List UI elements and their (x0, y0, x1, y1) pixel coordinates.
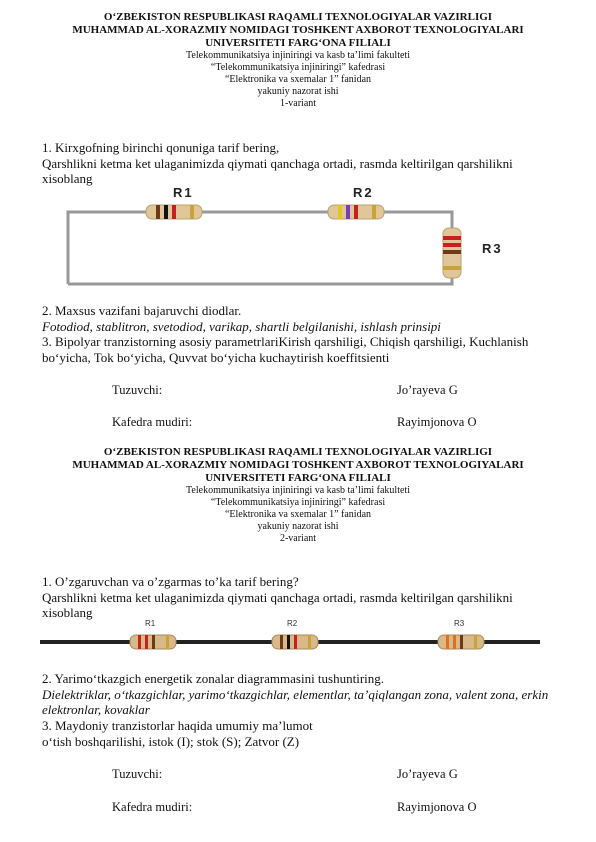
faculty-name: Telekommunikatsiya injiniringi va kasb ta’limi fakulteti (186, 50, 410, 61)
branch-title: UNIVERSITETI FARG‘ONA FILIALI (205, 472, 391, 484)
author-label: Tuzuvchi: (112, 767, 163, 781)
head-name: Rayimjonova O (397, 800, 477, 814)
university-title: MUHAMMAD AL-XORAZMIY NOMIDAGI TOSHKENT AXBOROT TEXNOLOGIYALARI (72, 24, 524, 36)
subject-name: “Elektronika va sxemalar 1” fanidan (224, 509, 372, 520)
resistor-r2 (328, 205, 384, 219)
question-1-text: Qarshlikni ketma ket ulaganimizda qiymati qanchaga ortadi, rasmda keltirilgan qarshilikni xisoblang (42, 155, 513, 186)
head-label: Kafedra mudiri: (112, 800, 193, 814)
question-2-text: Dielektriklar, o‘tkazgichlar, yarimo‘tkazgichlar, elementlar, ta’qiqlangan zona, valent zona, erkin elektronlar, kovaklar (42, 686, 549, 717)
variant-number: 2-variant (279, 533, 317, 544)
subject-name: “Elektronika va sxemalar 1” fanidan (224, 74, 372, 85)
author-name: Jo’rayeva G (397, 383, 458, 397)
r3-label: R3 (454, 619, 465, 628)
faculty-name: Telekommunikatsiya injiniringi va kasb ta’limi fakulteti (186, 485, 410, 496)
author-name: Jo’rayeva G (397, 767, 458, 781)
university-title: MUHAMMAD AL-XORAZMIY NOMIDAGI TOSHKENT AXBOROT TEXNOLOGIYALARI (72, 459, 524, 471)
question-1-title: 1. Kirxgofning birinchi qonuniga tarif bering, (42, 140, 280, 155)
resistor-r3 (438, 635, 484, 649)
variant-number: 1-variant (279, 98, 317, 109)
variant1-question-2 (42, 303, 562, 334)
exam-type: yakuniy nazorat ishi (257, 86, 339, 97)
head-name: Rayimjonova O (397, 415, 477, 429)
resistor-r1 (146, 205, 202, 219)
resistor-r3 (443, 228, 461, 278)
question-2-title: 2. Maxsus vazifani bajaruvchi diodlar. (42, 303, 242, 318)
r2-label: R2 (287, 619, 298, 628)
ministry-title: O‘ZBEKISTON RESPUBLIKASI RAQAMLI TEXNOLOGIYALAR VAZIRLIGI (103, 11, 493, 23)
question-2-text: Fotodiod, stablitron, svetodiod, varikap, shartli belgilanishi, ishlash prinsipi (42, 318, 441, 334)
r1-label: R1 (173, 186, 194, 200)
question-1-title: 1. O’zgaruvchan va o’zgarmas to’ka tarif bering? (42, 574, 299, 589)
r3-label: R3 (482, 241, 503, 256)
question-3-text: o‘tish boshqarilishi, istok (I); stok (S); Zatvor (Z) (42, 733, 300, 749)
resistor-r2 (272, 635, 318, 649)
question-2-title: 2. Yarimo‘tkazgich energetik zonalar diagrammasini tushuntiring. (42, 671, 385, 686)
variant1-header (0, 11, 596, 110)
series-resistor-diagram (60, 186, 520, 296)
resistor-r1 (130, 635, 176, 649)
branch-title: UNIVERSITETI FARG‘ONA FILIALI (205, 37, 391, 49)
question-1-text: Qarshlikni ketma ket ulaganimizda qiymati qanchaga ortadi, rasmda keltirilgan qarshilikni xisoblang (42, 589, 513, 620)
variant2-question-2 (42, 671, 562, 718)
series-resistor-strip (40, 618, 540, 658)
variant2-header (0, 446, 596, 545)
r2-label: R2 (353, 186, 374, 200)
variant2-question-1 (42, 574, 562, 621)
department-name: “Telekommunikatsiya injiniringi” kafedrasi (210, 497, 386, 508)
variant2-question-3 (42, 718, 562, 749)
r1-label: R1 (145, 619, 156, 628)
ministry-title: O‘ZBEKISTON RESPUBLIKASI RAQAMLI TEXNOLOGIYALAR VAZIRLIGI (103, 446, 493, 458)
bottom-wire (68, 278, 452, 284)
variant1-question-1 (42, 140, 562, 187)
question-3-title: 3. Maydoniy tranzistorlar haqida umumiy ma’lumot (42, 718, 313, 733)
exam-type: yakuniy nazorat ishi (257, 521, 339, 532)
top-wire (68, 212, 452, 284)
department-name: “Telekommunikatsiya injiniringi” kafedrasi (210, 62, 386, 73)
author-label: Tuzuvchi: (112, 383, 163, 397)
question-3-title: 3. Bipolyar tranzistorning asosiy parametrlariKirish qarshiligi, Chiqish qarshiligi, Kuchlanish bo‘yicha, Tok bo‘yicha, Quvvat bo‘yicha kuchaytirish koeffitsienti (42, 334, 529, 365)
head-label: Kafedra mudiri: (112, 415, 193, 429)
variant1-question-3 (42, 334, 562, 365)
